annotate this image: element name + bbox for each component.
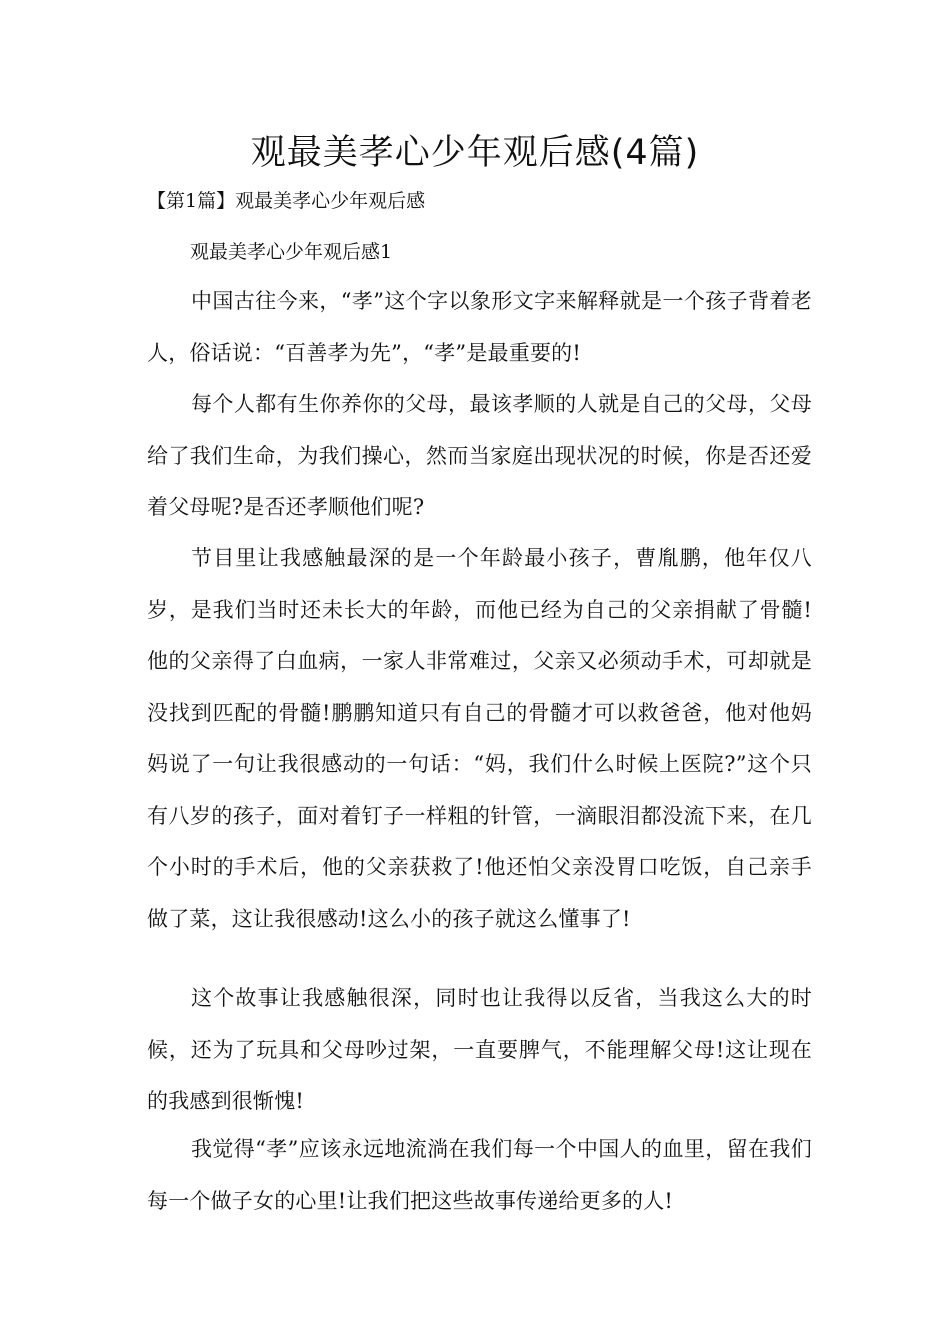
paragraph: 每个人都有生你养你的父母，最该孝顺的人就是自己的父母，父母给了我们生命，为我们操心，然而当家庭出现状况的时候，你是否还爱着父母呢?是否还孝顺他们呢?	[147, 392, 812, 519]
paragraph: 我觉得“孝”应该永远地流淌在我们每一个中国人的血里，留在我们每一个做子女的心里!让我们把这些故事传递给更多的人!	[147, 1137, 812, 1213]
paragraph: 这个故事让我感触很深，同时也让我得以反省，当我这么大的时候，还为了玩具和父母吵过架，一直要脾气，不能理解父母!这让现在的我感到很惭愧!	[147, 986, 812, 1113]
document-title: 观最美孝心少年观后感(4篇)	[250, 133, 700, 173]
essay-subtitle: 观最美孝心少年观后感1	[190, 241, 393, 263]
paragraph: 节目里让我感触最深的是一个年龄最小孩子，曹胤鹏，他年仅八岁，是我们当时还未长大的年龄，而他已经为自己的父亲捐献了骨髓!他的父亲得了白血病，一家人非常难过，父亲又必须动手术，可却就是没找到匹配的骨髓!鹏鹏知道只有自己的骨髓才可以救爸爸，他对他妈妈说了一句让我很感动的一句话：“妈，我们什么时候上医院?”这个只有八岁的孩子，面对着钉子一样粗的针管，一滴眼泪都没流下来，在几个小时的手术后，他的父亲获救了!他还怕父亲没胃口吃饭，自己亲手做了菜，这让我很感动!这么小的孩子就这么懂事了!	[147, 546, 812, 931]
paragraph: 中国古往今来，“孝”这个字以象形文字来解释就是一个孩子背着老人，俗话说：“百善孝为先”，“孝”是最重要的!	[147, 289, 812, 365]
section-heading: 【第1篇】观最美孝心少年观后感	[147, 190, 426, 212]
